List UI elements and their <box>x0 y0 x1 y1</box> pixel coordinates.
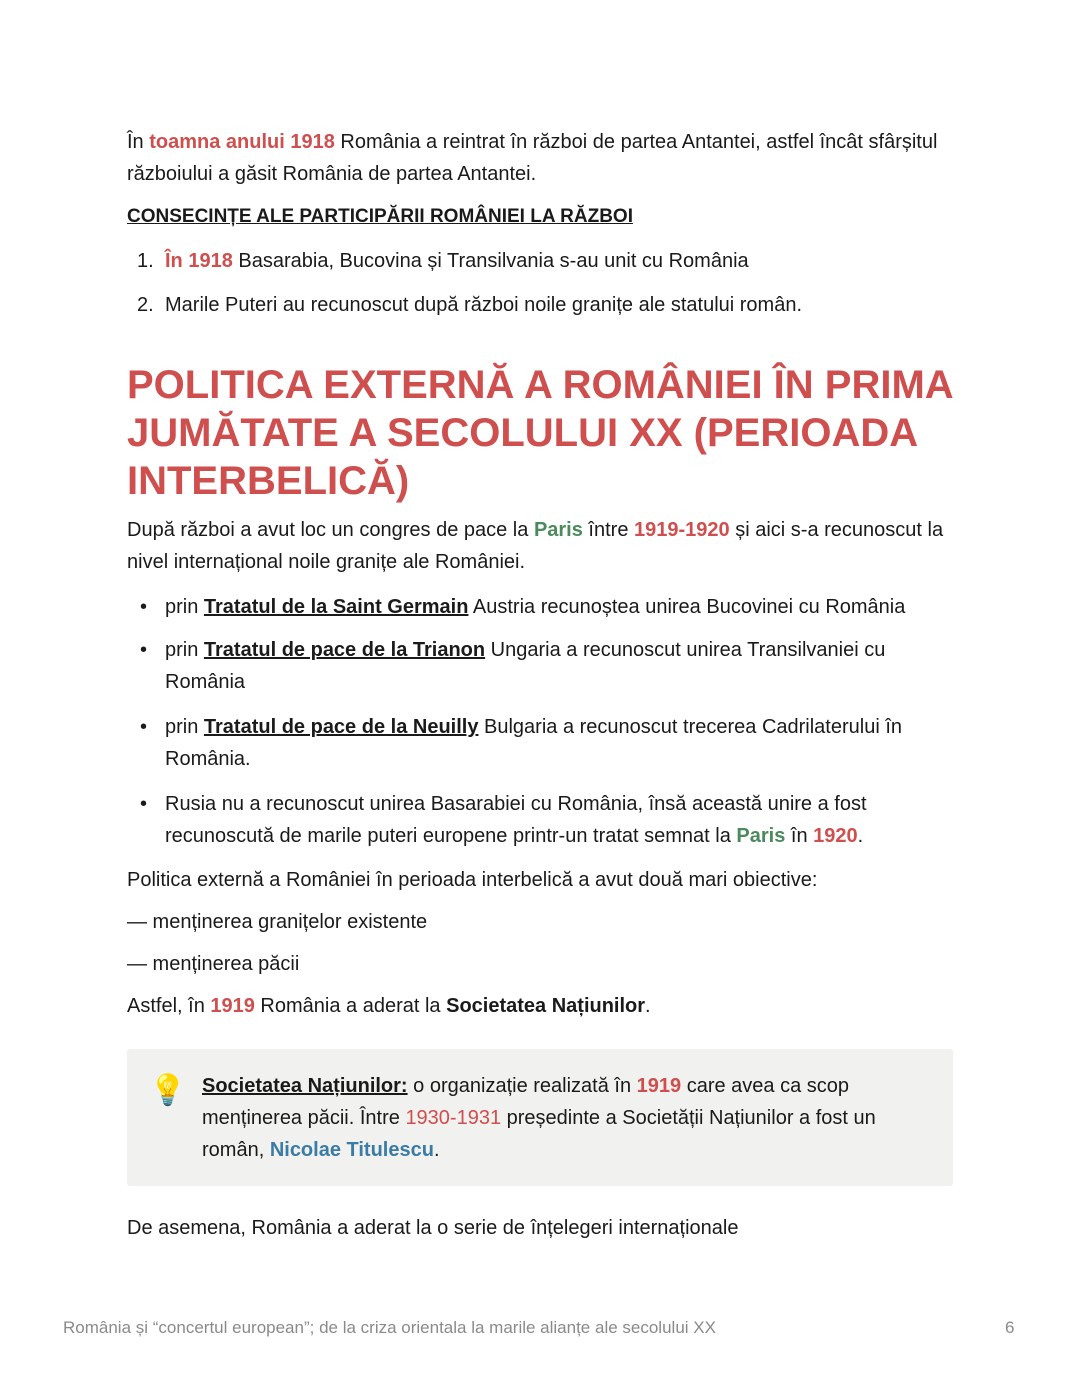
text: prin <box>165 716 204 738</box>
bullet-marker: • <box>140 793 148 815</box>
list-item <box>137 289 965 321</box>
list-item <box>137 245 965 277</box>
text: . <box>645 995 651 1017</box>
bullet-marker: • <box>140 639 148 661</box>
text: Basarabia, Bucovina și Transilvania s-au unit cu România <box>232 250 749 272</box>
objective-item: — menținerea păcii <box>127 953 300 975</box>
text: între <box>582 519 635 541</box>
callout-term: Societatea Națiunilor: <box>202 1075 408 1097</box>
highlight-date: 1930-1931 <box>405 1107 502 1129</box>
bullet-item <box>140 591 965 623</box>
paragraph-congress <box>127 514 957 578</box>
text: o organizație realizată în <box>407 1075 637 1097</box>
treaty-name: Tratatul de pace de la Trianon <box>203 639 486 661</box>
lightbulb-icon: 💡 <box>149 1074 187 1107</box>
highlight-date: 1919 <box>210 995 255 1017</box>
text: Ungaria a recunoscut unirea Transilvaniei cu România <box>165 639 886 693</box>
objective-item: — menținerea granițelor existente <box>127 911 428 933</box>
callout-box <box>127 1049 953 1186</box>
bold-term: Societatea Națiunilor <box>446 995 646 1017</box>
footer-title: România și “concertul european”; de la criza orientala la marile alianțe ale secolului XX <box>63 1318 716 1337</box>
list-marker: 1. <box>137 250 154 272</box>
highlight-date: În 1918 <box>165 250 233 272</box>
page-number: 6 <box>1005 1318 1015 1337</box>
text: președinte a Societății Națiunilor a fost un român, <box>202 1107 876 1161</box>
text: Austria recunoștea unirea Bucovinei cu România <box>468 596 906 618</box>
text: Astfel, în <box>127 995 211 1017</box>
paragraph-closing: De asemena, România a aderat la o serie de înțelegeri internaționale <box>127 1217 739 1239</box>
bullet-item <box>140 711 955 775</box>
highlight-date: 1920 <box>813 825 858 847</box>
text: și aici s-a recunoscut la nivel internațional noile granițe ale României. <box>127 519 944 573</box>
text: România a reintrat în război de partea Antantei, astfel încât sfârșitul războiului a găsit România de partea Antantei. <box>127 131 938 185</box>
highlight-date: 1919 <box>636 1075 682 1097</box>
callout-text <box>202 1070 932 1166</box>
text: Rusia nu a recunoscut unirea Basarabiei cu România, însă această unire a fost recunoscută de marile puteri europene printr-un tratat semnat la <box>165 793 867 847</box>
highlight-place: Paris <box>533 519 583 541</box>
text: Bulgaria a recunoscut trecerea Cadrilaterului în România. <box>165 716 903 770</box>
text: În <box>127 131 150 153</box>
text: prin <box>165 639 204 661</box>
text: . <box>857 825 864 847</box>
paragraph-league <box>127 990 957 1022</box>
paragraph-objectives: Politica externă a României în perioada interbelică a avut două mari obiective: <box>127 869 818 891</box>
text: în <box>785 825 814 847</box>
heading-text: CONSECINȚE ALE PARTICIPĂRII ROMÂNIEI LA RĂZBOI <box>127 206 633 227</box>
text: Marile Puteri au recunoscut după război noile granițe ale statului român. <box>165 294 803 316</box>
highlight-date: 1919-1920 <box>634 519 730 541</box>
treaty-name: Tratatul de la Saint Germain <box>203 596 469 618</box>
text: După război a avut loc un congres de pace la <box>127 519 534 541</box>
text: prin <box>165 596 204 618</box>
bullet-marker: • <box>140 716 148 738</box>
bullet-item <box>140 788 925 852</box>
text: care avea ca scop menținerea păcii. Între <box>202 1075 850 1129</box>
text: . <box>433 1139 440 1161</box>
highlight-date: toamna anului 1918 <box>149 131 335 153</box>
text: România a aderat la <box>254 995 447 1017</box>
list-marker: 2. <box>137 294 154 316</box>
section-title: POLITICA EXTERNĂ A ROMÂNIEI ÎN PRIMA JUMĂTATE A SECOLULUI XX (PERIOADA INTERBELICĂ) <box>127 363 953 503</box>
consequences-heading <box>127 200 957 233</box>
highlight-place: Paris <box>736 825 786 847</box>
highlight-person: Nicolae Titulescu <box>269 1139 434 1161</box>
paragraph-intro <box>127 126 957 190</box>
bullet-marker: • <box>140 596 148 618</box>
bullet-item <box>140 634 945 698</box>
treaty-name: Tratatul de pace de la Neuilly <box>203 716 479 738</box>
